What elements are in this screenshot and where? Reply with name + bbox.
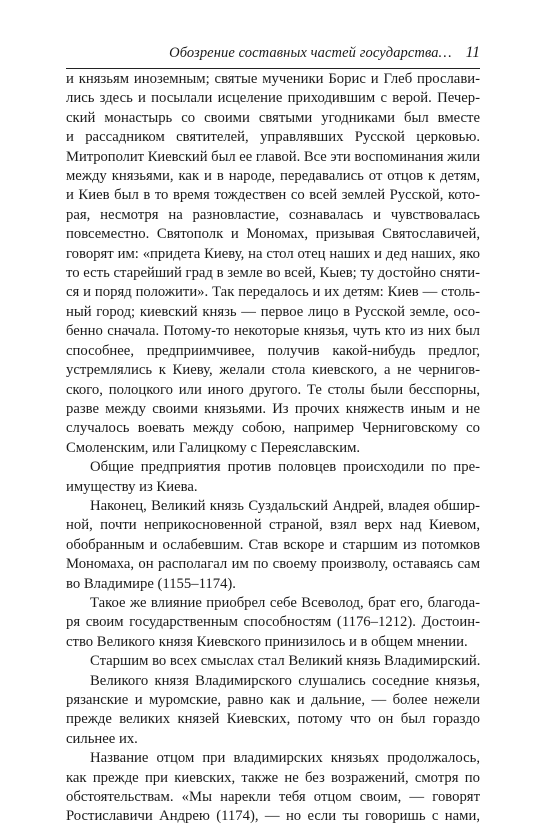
header-rule — [66, 68, 480, 69]
text-line: Смоленским, или Галицкому с Переяславским. — [66, 439, 361, 456]
text-line: ский монастырь со своими святыми угодниками был вместе — [66, 109, 480, 126]
running-title: Обозрение составных частей государства… — [169, 45, 452, 61]
text-line: ря своим государственным способностям (1176–1212). Достоин- — [66, 614, 480, 631]
text-line: между князьями, как и в народе, передавались от отцов к детям, — [66, 168, 480, 185]
text-line: Митрополит Киевский был ее главой. Все эти воспоминания жили — [66, 148, 480, 165]
text-line: случалось воевать между собою, например Черниговскому со — [66, 420, 480, 437]
text-line: Общие предприятия против половцев происходили по пре- — [90, 459, 480, 476]
text-line: рая, несмотря на разновластие, сознавалась и чувствовалась — [66, 206, 480, 223]
text-line: и Киев был в то время тождествен со всей землей Русской, кото- — [66, 187, 480, 204]
text-line: то есть старейший град в земле во всей, Кыев; ту достойно сняти- — [66, 265, 480, 282]
text-line: ского, полоцкого или иного другого. Те столы были бесспорны, — [66, 381, 480, 398]
text-line: ся и поряд положити». Так передалось и их детям: Киев — столь- — [66, 284, 480, 301]
text-line: рязанские и муромские, равно как и дальние, — более нежели — [66, 692, 480, 708]
text-line: Старшим во всех смыслах стал Великий князь Владимирский. — [90, 653, 481, 670]
text-line: прежде великих князей Киевских, потому что он был гораздо — [66, 711, 480, 728]
page-number: 11 — [465, 44, 480, 61]
text-line: разве между своими князьями. Из прочих княжеств иным и не — [66, 400, 480, 417]
text-line: Такое же влияние приобрел себе Всеволод, брат его, благода- — [90, 594, 480, 611]
text-line: ный город; киевский князь — первое лицо в Русской земле, осо- — [66, 303, 480, 320]
text-line: устремлялись к Киеву, желали стола киевского, а не чернигов- — [66, 362, 480, 379]
text-line: обстоятельствам. «Мы нарекли тебя отцом своим, — говорят — [66, 789, 480, 806]
running-header — [66, 44, 480, 66]
text-line: лись здесь и посылали исцеление приходившим с верой. Печер- — [66, 90, 480, 107]
text-line: и князьям иноземным; святые мученики Борис и Глеб прослави- — [66, 71, 480, 87]
text-line: обобранным и ослабевшим. Став вскоре и старшим из потомков — [66, 536, 480, 553]
text-line: повсеместно. Святополк и Мономах, призывая Святославичей, — [66, 226, 480, 243]
text-line: ной, почти неприкосновенной страной, взял верх над Киевом, — [66, 517, 480, 534]
text-line: сильнее их. — [66, 730, 138, 747]
text-line: Название отцом при владимирских князьях продолжалось, — [90, 750, 480, 767]
text-line: как прежде при киевских, также не без возражений, смотря по — [66, 769, 480, 786]
text-line: ство Великого князя Киевского принизилось и в общем мнении. — [66, 633, 468, 650]
text-line: Ростиславичи Андрею (1174), — но если ты говоришь с нами, — [66, 808, 480, 825]
text-line: бенно сначала. Потому-то некоторые князья, чуть кто из них был — [66, 323, 480, 340]
text-line: Мономаха, он располагал им по своему произволу, оставаясь сам — [66, 556, 480, 573]
text-line: говорят им: «придета Киеву, на стол отец наших и дед наших, яко — [66, 245, 480, 262]
body-text — [66, 70, 480, 827]
text-line: способнее, предприимчивее, получив какой-нибудь предлог, — [66, 342, 480, 359]
text-line: во Владимире (1155–1174). — [66, 575, 236, 592]
text-line: Великого князя Владимирского слушались соседние князья, — [90, 672, 480, 689]
text-line: и рассадником святителей, управлявших Русской церковью. — [66, 129, 480, 146]
text-line: имуществу из Киева. — [66, 478, 198, 495]
text-line: Наконец, Великий князь Суздальский Андрей, владея обшир- — [90, 497, 480, 514]
